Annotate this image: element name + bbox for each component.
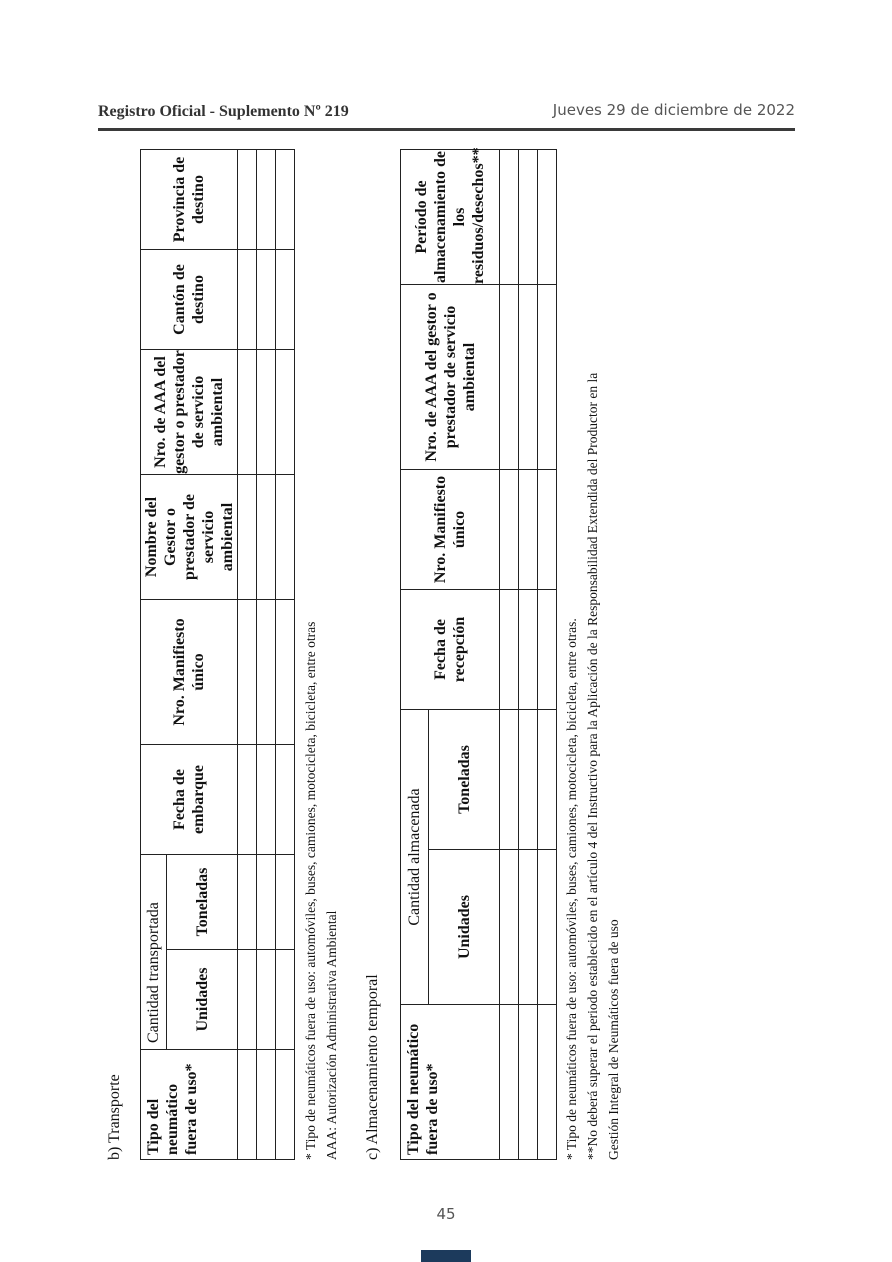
header-unidades: Unidades bbox=[429, 850, 500, 1005]
storage-note-1: * Tipo de neumáticos fuera de uso: automóviles, buses, camiones, motocicleta, bicicleta, entre otras. bbox=[564, 618, 579, 1160]
header-provincia: Provincia de destino bbox=[141, 150, 238, 250]
header-tipo-neumatico: Tipo del neumático fuera de uso* bbox=[401, 1005, 500, 1160]
header-periodo: Período de almacenamiento de los residuos/desechos** bbox=[401, 149, 500, 284]
transport-note-2: AAA: Autorización Administrativa Ambiental bbox=[324, 910, 339, 1160]
storage-section-title: c) Almacenamiento temporal bbox=[364, 974, 381, 1160]
page-header bbox=[98, 100, 795, 131]
table-row bbox=[257, 150, 276, 1160]
header-manifiesto: Nro. Manifiesto único bbox=[141, 600, 238, 745]
publication-date: Jueves 29 de diciembre de 2022 bbox=[552, 101, 795, 119]
header-toneladas: Toneladas bbox=[167, 855, 238, 950]
storage-table bbox=[400, 149, 557, 1160]
header-toneladas: Toneladas bbox=[429, 709, 500, 849]
rotated-content bbox=[98, 147, 621, 1170]
table-row bbox=[500, 149, 519, 1159]
header-canton: Cantón de destino bbox=[141, 250, 238, 350]
storage-note-2: **No deberá superar el periodo establecido en el artículo 4 del Instructivo para la Aplicación de la Responsabilidad Extendida del Productor en la bbox=[585, 372, 600, 1160]
table-row bbox=[519, 149, 538, 1159]
footer-bar bbox=[421, 1250, 471, 1262]
transport-note-1: * Tipo de neumáticos fuera de uso: automóviles, buses, camiones, motocicleta, bicicleta, entre otras bbox=[303, 621, 318, 1160]
table-row bbox=[276, 150, 295, 1160]
storage-note-3: Gestión Integral de Neumáticos fuera de uso bbox=[606, 919, 621, 1160]
header-manifiesto: Nro. Manifiesto único bbox=[401, 469, 500, 589]
header-cantidad-almacenada: Cantidad almacenada bbox=[401, 709, 429, 1004]
header-tipo-neumatico: Tipo del neumático fuera de uso* bbox=[141, 1050, 238, 1160]
header-nombre-gestor: Nombre del Gestor o prestador de servicio ambiental bbox=[141, 475, 238, 600]
table-row bbox=[238, 150, 257, 1160]
header-aaa: Nro. de AAA del gestor o prestador de servicio ambiental bbox=[141, 350, 238, 475]
header-aaa: Nro. de AAA del gestor o prestador de servicio ambiental bbox=[401, 284, 500, 469]
page-number: 45 bbox=[436, 1205, 456, 1223]
header-unidades: Unidades bbox=[167, 950, 238, 1050]
header-fecha-embarque: Fecha de embarque bbox=[141, 745, 238, 855]
transport-section-title: b) Transporte bbox=[106, 1074, 123, 1160]
publication-title: Registro Oficial - Suplemento Nº 219 bbox=[98, 103, 349, 120]
header-cantidad-transportada: Cantidad transportada bbox=[141, 855, 167, 1050]
header-fecha-recepcion: Fecha de recepción bbox=[401, 589, 500, 709]
transport-table bbox=[140, 149, 295, 1160]
table-row bbox=[538, 149, 557, 1159]
